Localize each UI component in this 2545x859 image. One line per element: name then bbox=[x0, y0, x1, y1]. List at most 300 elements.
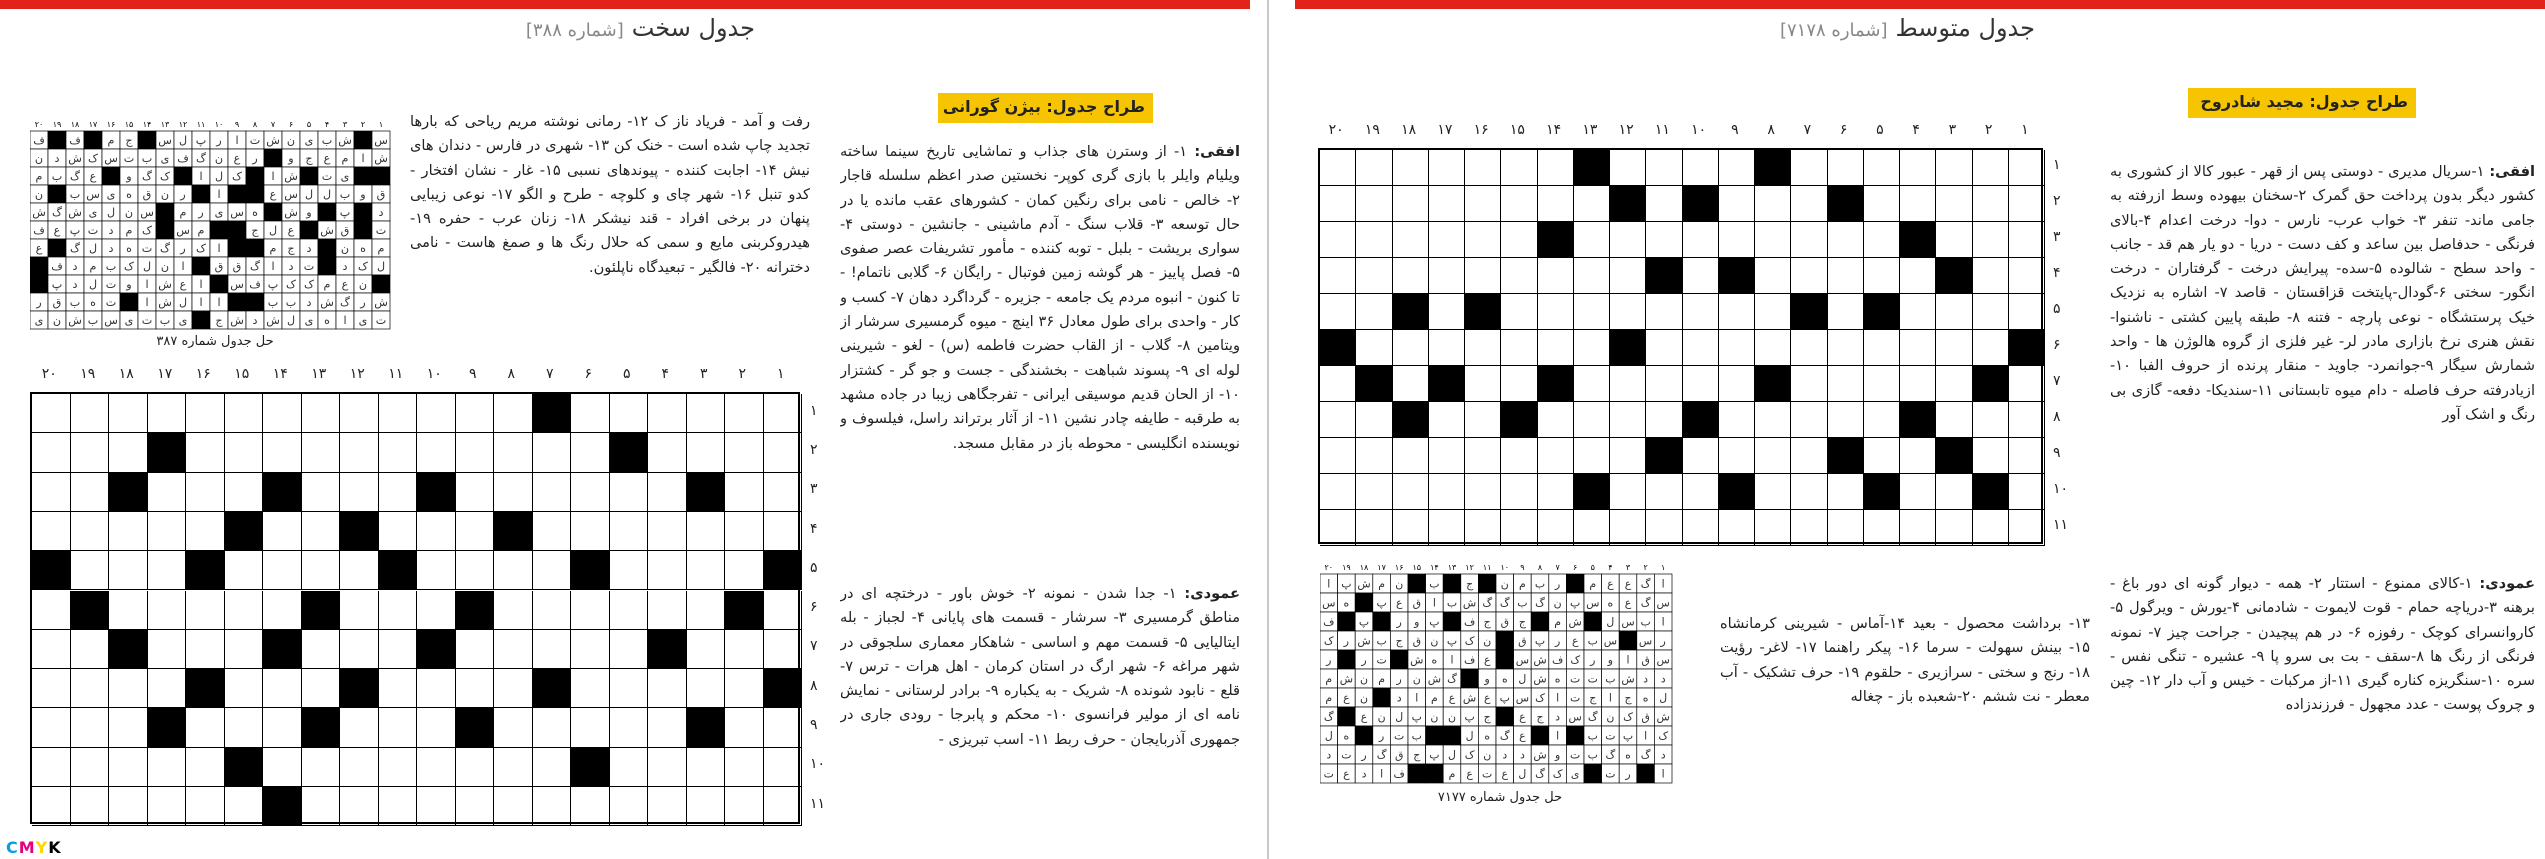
grid-cell[interactable] bbox=[494, 394, 533, 433]
grid-cell[interactable] bbox=[1828, 366, 1864, 402]
grid-cell[interactable] bbox=[533, 708, 572, 747]
grid-cell[interactable] bbox=[186, 787, 225, 826]
grid-cell[interactable] bbox=[32, 708, 71, 747]
grid-cell[interactable] bbox=[379, 787, 418, 826]
grid-cell[interactable] bbox=[340, 473, 379, 512]
grid-cell[interactable] bbox=[32, 394, 71, 433]
grid-cell[interactable] bbox=[648, 630, 687, 669]
grid-cell[interactable] bbox=[1538, 474, 1574, 510]
grid-cell[interactable] bbox=[340, 708, 379, 747]
grid-cell[interactable] bbox=[1538, 366, 1574, 402]
grid-cell[interactable] bbox=[263, 669, 302, 708]
grid-cell[interactable] bbox=[764, 512, 803, 551]
grid-cell[interactable] bbox=[1356, 402, 1392, 438]
grid-cell[interactable] bbox=[1501, 222, 1537, 258]
grid-cell[interactable] bbox=[1936, 366, 1972, 402]
grid-cell[interactable] bbox=[456, 591, 495, 630]
grid-cell[interactable] bbox=[379, 591, 418, 630]
grid-cell[interactable] bbox=[302, 787, 341, 826]
grid-cell[interactable] bbox=[456, 394, 495, 433]
grid-cell[interactable] bbox=[263, 630, 302, 669]
grid-cell[interactable] bbox=[1900, 402, 1936, 438]
grid-cell[interactable] bbox=[1719, 474, 1755, 510]
grid-cell[interactable] bbox=[1755, 258, 1791, 294]
grid-cell[interactable] bbox=[417, 433, 456, 472]
grid-cell[interactable] bbox=[1828, 438, 1864, 474]
grid-cell[interactable] bbox=[1755, 510, 1791, 546]
grid-cell[interactable] bbox=[610, 433, 649, 472]
grid-cell[interactable] bbox=[1973, 258, 2009, 294]
grid-cell[interactable] bbox=[2009, 474, 2045, 510]
grid-cell[interactable] bbox=[1936, 186, 1972, 222]
grid-cell[interactable] bbox=[571, 394, 610, 433]
grid-cell[interactable] bbox=[1574, 186, 1610, 222]
grid-cell[interactable] bbox=[1538, 510, 1574, 546]
grid-cell[interactable] bbox=[340, 630, 379, 669]
grid-cell[interactable] bbox=[1936, 150, 1972, 186]
grid-cell[interactable] bbox=[1501, 150, 1537, 186]
grid-cell[interactable] bbox=[148, 787, 187, 826]
grid-cell[interactable] bbox=[1429, 258, 1465, 294]
grid-cell[interactable] bbox=[1574, 438, 1610, 474]
grid-cell[interactable] bbox=[1501, 510, 1537, 546]
grid-cell[interactable] bbox=[456, 748, 495, 787]
grid-cell[interactable] bbox=[109, 630, 148, 669]
grid-cell[interactable] bbox=[648, 708, 687, 747]
grid-cell[interactable] bbox=[1828, 294, 1864, 330]
grid-cell[interactable] bbox=[1900, 510, 1936, 546]
grid-cell[interactable] bbox=[1393, 366, 1429, 402]
grid-cell[interactable] bbox=[1646, 222, 1682, 258]
grid-cell[interactable] bbox=[725, 473, 764, 512]
grid-cell[interactable] bbox=[1828, 330, 1864, 366]
grid-cell[interactable] bbox=[186, 473, 225, 512]
grid-cell[interactable] bbox=[764, 591, 803, 630]
grid-cell[interactable] bbox=[610, 512, 649, 551]
grid-cell[interactable] bbox=[186, 748, 225, 787]
grid-cell[interactable] bbox=[225, 708, 264, 747]
grid-cell[interactable] bbox=[1465, 294, 1501, 330]
grid-cell[interactable] bbox=[533, 394, 572, 433]
grid-cell[interactable] bbox=[71, 787, 110, 826]
grid-cell[interactable] bbox=[571, 591, 610, 630]
grid-cell[interactable] bbox=[225, 748, 264, 787]
grid-cell[interactable] bbox=[1356, 186, 1392, 222]
grid-cell[interactable] bbox=[571, 512, 610, 551]
grid-cell[interactable] bbox=[340, 787, 379, 826]
grid-cell[interactable] bbox=[1465, 474, 1501, 510]
grid-cell[interactable] bbox=[1320, 438, 1356, 474]
grid-cell[interactable] bbox=[263, 591, 302, 630]
grid-cell[interactable] bbox=[1646, 510, 1682, 546]
grid-cell[interactable] bbox=[1936, 258, 1972, 294]
grid-cell[interactable] bbox=[1610, 366, 1646, 402]
grid-cell[interactable] bbox=[1973, 438, 2009, 474]
grid-cell[interactable] bbox=[71, 394, 110, 433]
grid-cell[interactable] bbox=[648, 473, 687, 512]
grid-cell[interactable] bbox=[417, 748, 456, 787]
grid-cell[interactable] bbox=[1719, 186, 1755, 222]
grid-cell[interactable] bbox=[71, 708, 110, 747]
grid-cell[interactable] bbox=[571, 630, 610, 669]
grid-cell[interactable] bbox=[1610, 222, 1646, 258]
grid-cell[interactable] bbox=[1320, 366, 1356, 402]
grid-cell[interactable] bbox=[1864, 330, 1900, 366]
grid-cell[interactable] bbox=[340, 669, 379, 708]
grid-cell[interactable] bbox=[32, 669, 71, 708]
grid-cell[interactable] bbox=[456, 473, 495, 512]
grid-cell[interactable] bbox=[1900, 294, 1936, 330]
grid-cell[interactable] bbox=[1936, 474, 1972, 510]
grid-cell[interactable] bbox=[1538, 402, 1574, 438]
grid-cell[interactable] bbox=[225, 591, 264, 630]
grid-cell[interactable] bbox=[1719, 402, 1755, 438]
grid-cell[interactable] bbox=[32, 512, 71, 551]
grid-cell[interactable] bbox=[1574, 366, 1610, 402]
grid-cell[interactable] bbox=[1320, 402, 1356, 438]
grid-cell[interactable] bbox=[687, 708, 726, 747]
grid-cell[interactable] bbox=[1683, 474, 1719, 510]
grid-cell[interactable] bbox=[725, 708, 764, 747]
grid-cell[interactable] bbox=[225, 630, 264, 669]
grid-cell[interactable] bbox=[1864, 294, 1900, 330]
grid-cell[interactable] bbox=[1538, 258, 1574, 294]
grid-cell[interactable] bbox=[1538, 222, 1574, 258]
grid-cell[interactable] bbox=[1791, 330, 1827, 366]
grid-cell[interactable] bbox=[263, 512, 302, 551]
grid-cell[interactable] bbox=[1791, 258, 1827, 294]
grid-cell[interactable] bbox=[494, 708, 533, 747]
grid-cell[interactable] bbox=[1465, 330, 1501, 366]
grid-cell[interactable] bbox=[1936, 222, 1972, 258]
grid-cell[interactable] bbox=[71, 473, 110, 512]
grid-cell[interactable] bbox=[1393, 510, 1429, 546]
grid-cell[interactable] bbox=[1320, 330, 1356, 366]
grid-cell[interactable] bbox=[494, 630, 533, 669]
grid-cell[interactable] bbox=[571, 708, 610, 747]
grid-cell[interactable] bbox=[1646, 402, 1682, 438]
grid-cell[interactable] bbox=[687, 748, 726, 787]
grid-cell[interactable] bbox=[379, 669, 418, 708]
grid-cell[interactable] bbox=[1719, 222, 1755, 258]
grid-cell[interactable] bbox=[148, 473, 187, 512]
grid-cell[interactable] bbox=[1828, 258, 1864, 294]
grid-cell[interactable] bbox=[1574, 330, 1610, 366]
grid-cell[interactable] bbox=[32, 748, 71, 787]
grid-cell[interactable] bbox=[1574, 258, 1610, 294]
grid-cell[interactable] bbox=[1864, 474, 1900, 510]
grid-cell[interactable] bbox=[648, 394, 687, 433]
grid-cell[interactable] bbox=[340, 433, 379, 472]
grid-cell[interactable] bbox=[186, 591, 225, 630]
grid-cell[interactable] bbox=[1973, 222, 2009, 258]
grid-cell[interactable] bbox=[1465, 510, 1501, 546]
grid-cell[interactable] bbox=[417, 630, 456, 669]
grid-cell[interactable] bbox=[1538, 186, 1574, 222]
grid-cell[interactable] bbox=[225, 512, 264, 551]
grid-cell[interactable] bbox=[764, 630, 803, 669]
grid-cell[interactable] bbox=[302, 394, 341, 433]
grid-cell[interactable] bbox=[456, 551, 495, 590]
grid-cell[interactable] bbox=[1864, 150, 1900, 186]
grid-cell[interactable] bbox=[571, 551, 610, 590]
grid-cell[interactable] bbox=[1755, 330, 1791, 366]
grid-cell[interactable] bbox=[1574, 222, 1610, 258]
grid-cell[interactable] bbox=[1610, 510, 1646, 546]
grid-cell[interactable] bbox=[648, 669, 687, 708]
grid-cell[interactable] bbox=[1900, 474, 1936, 510]
grid-cell[interactable] bbox=[1791, 510, 1827, 546]
grid-cell[interactable] bbox=[1356, 366, 1392, 402]
grid-cell[interactable] bbox=[533, 591, 572, 630]
grid-cell[interactable] bbox=[1791, 294, 1827, 330]
grid-cell[interactable] bbox=[1429, 366, 1465, 402]
grid-cell[interactable] bbox=[1755, 366, 1791, 402]
grid-cell[interactable] bbox=[1864, 510, 1900, 546]
grid-cell[interactable] bbox=[1393, 294, 1429, 330]
grid-cell[interactable] bbox=[533, 473, 572, 512]
grid-cell[interactable] bbox=[1429, 294, 1465, 330]
grid-cell[interactable] bbox=[1973, 402, 2009, 438]
grid-cell[interactable] bbox=[725, 394, 764, 433]
grid-cell[interactable] bbox=[1501, 258, 1537, 294]
grid-cell[interactable] bbox=[1393, 258, 1429, 294]
grid-cell[interactable] bbox=[456, 708, 495, 747]
grid-cell[interactable] bbox=[687, 512, 726, 551]
grid-cell[interactable] bbox=[1719, 294, 1755, 330]
grid-cell[interactable] bbox=[764, 708, 803, 747]
grid-cell[interactable] bbox=[379, 394, 418, 433]
grid-cell[interactable] bbox=[648, 433, 687, 472]
grid-cell[interactable] bbox=[1719, 150, 1755, 186]
grid-cell[interactable] bbox=[1574, 474, 1610, 510]
grid-cell[interactable] bbox=[379, 708, 418, 747]
grid-cell[interactable] bbox=[1936, 402, 1972, 438]
grid-cell[interactable] bbox=[533, 512, 572, 551]
grid-cell[interactable] bbox=[1429, 150, 1465, 186]
grid-cell[interactable] bbox=[1429, 474, 1465, 510]
grid-cell[interactable] bbox=[1755, 294, 1791, 330]
grid-cell[interactable] bbox=[1646, 366, 1682, 402]
grid-cell[interactable] bbox=[71, 591, 110, 630]
grid-cell[interactable] bbox=[1683, 330, 1719, 366]
grid-cell[interactable] bbox=[1973, 186, 2009, 222]
grid-cell[interactable] bbox=[610, 748, 649, 787]
grid-cell[interactable] bbox=[71, 433, 110, 472]
grid-cell[interactable] bbox=[494, 748, 533, 787]
grid-cell[interactable] bbox=[225, 669, 264, 708]
grid-cell[interactable] bbox=[1755, 438, 1791, 474]
grid-cell[interactable] bbox=[1465, 402, 1501, 438]
grid-cell[interactable] bbox=[571, 748, 610, 787]
grid-cell[interactable] bbox=[1936, 330, 1972, 366]
grid-cell[interactable] bbox=[533, 669, 572, 708]
grid-cell[interactable] bbox=[1755, 402, 1791, 438]
grid-cell[interactable] bbox=[1429, 330, 1465, 366]
grid-cell[interactable] bbox=[302, 473, 341, 512]
grid-cell[interactable] bbox=[1610, 330, 1646, 366]
grid-cell[interactable] bbox=[1791, 474, 1827, 510]
grid-cell[interactable] bbox=[109, 512, 148, 551]
grid-cell[interactable] bbox=[1683, 150, 1719, 186]
grid-cell[interactable] bbox=[186, 551, 225, 590]
grid-cell[interactable] bbox=[1356, 294, 1392, 330]
grid-cell[interactable] bbox=[109, 433, 148, 472]
grid-cell[interactable] bbox=[186, 708, 225, 747]
grid-cell[interactable] bbox=[1973, 294, 2009, 330]
grid-cell[interactable] bbox=[1936, 294, 1972, 330]
grid-cell[interactable] bbox=[1646, 438, 1682, 474]
grid-cell[interactable] bbox=[1393, 474, 1429, 510]
grid-cell[interactable] bbox=[109, 591, 148, 630]
grid-cell[interactable] bbox=[1719, 366, 1755, 402]
grid-cell[interactable] bbox=[1538, 150, 1574, 186]
grid-cell[interactable] bbox=[1683, 222, 1719, 258]
grid-cell[interactable] bbox=[1646, 258, 1682, 294]
grid-cell[interactable] bbox=[1864, 366, 1900, 402]
grid-cell[interactable] bbox=[263, 551, 302, 590]
grid-cell[interactable] bbox=[1465, 258, 1501, 294]
grid-cell[interactable] bbox=[1574, 150, 1610, 186]
grid-cell[interactable] bbox=[1900, 222, 1936, 258]
grid-cell[interactable] bbox=[1973, 474, 2009, 510]
grid-cell[interactable] bbox=[109, 551, 148, 590]
grid-cell[interactable] bbox=[2009, 438, 2045, 474]
grid-cell[interactable] bbox=[1683, 402, 1719, 438]
grid-cell[interactable] bbox=[494, 551, 533, 590]
grid-cell[interactable] bbox=[263, 433, 302, 472]
grid-cell[interactable] bbox=[1574, 402, 1610, 438]
grid-cell[interactable] bbox=[1429, 402, 1465, 438]
grid-cell[interactable] bbox=[1646, 294, 1682, 330]
grid-cell[interactable] bbox=[533, 787, 572, 826]
grid-cell[interactable] bbox=[687, 551, 726, 590]
grid-cell[interactable] bbox=[1429, 186, 1465, 222]
grid-cell[interactable] bbox=[1501, 474, 1537, 510]
grid-cell[interactable] bbox=[648, 748, 687, 787]
grid-cell[interactable] bbox=[494, 787, 533, 826]
grid-cell[interactable] bbox=[302, 708, 341, 747]
grid-cell[interactable] bbox=[148, 512, 187, 551]
grid-cell[interactable] bbox=[1791, 438, 1827, 474]
grid-cell[interactable] bbox=[1393, 438, 1429, 474]
grid-cell[interactable] bbox=[2009, 294, 2045, 330]
grid-cell[interactable] bbox=[1828, 510, 1864, 546]
grid-cell[interactable] bbox=[1973, 330, 2009, 366]
grid-cell[interactable] bbox=[1900, 186, 1936, 222]
grid-cell[interactable] bbox=[109, 669, 148, 708]
grid-cell[interactable] bbox=[379, 473, 418, 512]
grid-cell[interactable] bbox=[687, 591, 726, 630]
grid-cell[interactable] bbox=[610, 473, 649, 512]
grid-cell[interactable] bbox=[225, 433, 264, 472]
grid-cell[interactable] bbox=[109, 708, 148, 747]
grid-cell[interactable] bbox=[533, 748, 572, 787]
grid-cell[interactable] bbox=[494, 433, 533, 472]
grid-cell[interactable] bbox=[1356, 330, 1392, 366]
grid-cell[interactable] bbox=[1393, 150, 1429, 186]
grid-cell[interactable] bbox=[1574, 294, 1610, 330]
grid-cell[interactable] bbox=[2009, 402, 2045, 438]
grid-cell[interactable] bbox=[71, 748, 110, 787]
grid-cell[interactable] bbox=[1393, 330, 1429, 366]
grid-cell[interactable] bbox=[1900, 150, 1936, 186]
grid-cell[interactable] bbox=[71, 669, 110, 708]
grid-cell[interactable] bbox=[1646, 186, 1682, 222]
grid-cell[interactable] bbox=[32, 630, 71, 669]
grid-cell[interactable] bbox=[417, 551, 456, 590]
grid-cell[interactable] bbox=[2009, 150, 2045, 186]
grid-cell[interactable] bbox=[148, 551, 187, 590]
grid-cell[interactable] bbox=[379, 433, 418, 472]
grid-cell[interactable] bbox=[186, 512, 225, 551]
grid-cell[interactable] bbox=[340, 394, 379, 433]
grid-cell[interactable] bbox=[1538, 294, 1574, 330]
grid-cell[interactable] bbox=[1719, 510, 1755, 546]
grid-cell[interactable] bbox=[1356, 150, 1392, 186]
grid-cell[interactable] bbox=[1465, 366, 1501, 402]
grid-cell[interactable] bbox=[494, 473, 533, 512]
grid-cell[interactable] bbox=[302, 669, 341, 708]
grid-cell[interactable] bbox=[1791, 366, 1827, 402]
grid-cell[interactable] bbox=[1755, 222, 1791, 258]
grid-cell[interactable] bbox=[225, 394, 264, 433]
grid-cell[interactable] bbox=[1719, 330, 1755, 366]
grid-cell[interactable] bbox=[1828, 474, 1864, 510]
grid-cell[interactable] bbox=[1900, 438, 1936, 474]
grid-cell[interactable] bbox=[379, 512, 418, 551]
grid-cell[interactable] bbox=[610, 669, 649, 708]
grid-cell[interactable] bbox=[302, 748, 341, 787]
grid-cell[interactable] bbox=[1574, 510, 1610, 546]
grid-cell[interactable] bbox=[1320, 258, 1356, 294]
grid-cell[interactable] bbox=[1683, 294, 1719, 330]
grid-cell[interactable] bbox=[1683, 510, 1719, 546]
grid-cell[interactable] bbox=[610, 551, 649, 590]
grid-cell[interactable] bbox=[148, 669, 187, 708]
grid-cell[interactable] bbox=[1936, 510, 1972, 546]
grid-cell[interactable] bbox=[1429, 510, 1465, 546]
grid-cell[interactable] bbox=[225, 473, 264, 512]
grid-cell[interactable] bbox=[263, 748, 302, 787]
grid-cell[interactable] bbox=[2009, 186, 2045, 222]
grid-cell[interactable] bbox=[1683, 366, 1719, 402]
grid-cell[interactable] bbox=[764, 394, 803, 433]
grid-cell[interactable] bbox=[533, 630, 572, 669]
grid-cell[interactable] bbox=[1320, 294, 1356, 330]
grid-cell[interactable] bbox=[1719, 438, 1755, 474]
grid-cell[interactable] bbox=[1538, 330, 1574, 366]
grid-cell[interactable] bbox=[1936, 438, 1972, 474]
grid-cell[interactable] bbox=[1828, 402, 1864, 438]
grid-cell[interactable] bbox=[1501, 294, 1537, 330]
grid-cell[interactable] bbox=[109, 473, 148, 512]
grid-cell[interactable] bbox=[1501, 402, 1537, 438]
grid-cell[interactable] bbox=[263, 708, 302, 747]
grid-cell[interactable] bbox=[725, 748, 764, 787]
grid-cell[interactable] bbox=[725, 669, 764, 708]
grid-cell[interactable] bbox=[2009, 330, 2045, 366]
grid-cell[interactable] bbox=[417, 708, 456, 747]
grid-cell[interactable] bbox=[1465, 150, 1501, 186]
grid-cell[interactable] bbox=[340, 551, 379, 590]
grid-cell[interactable] bbox=[1755, 474, 1791, 510]
grid-cell[interactable] bbox=[1429, 438, 1465, 474]
grid-cell[interactable] bbox=[186, 669, 225, 708]
grid-cell[interactable] bbox=[1973, 510, 2009, 546]
grid-cell[interactable] bbox=[571, 787, 610, 826]
grid-cell[interactable] bbox=[1393, 186, 1429, 222]
